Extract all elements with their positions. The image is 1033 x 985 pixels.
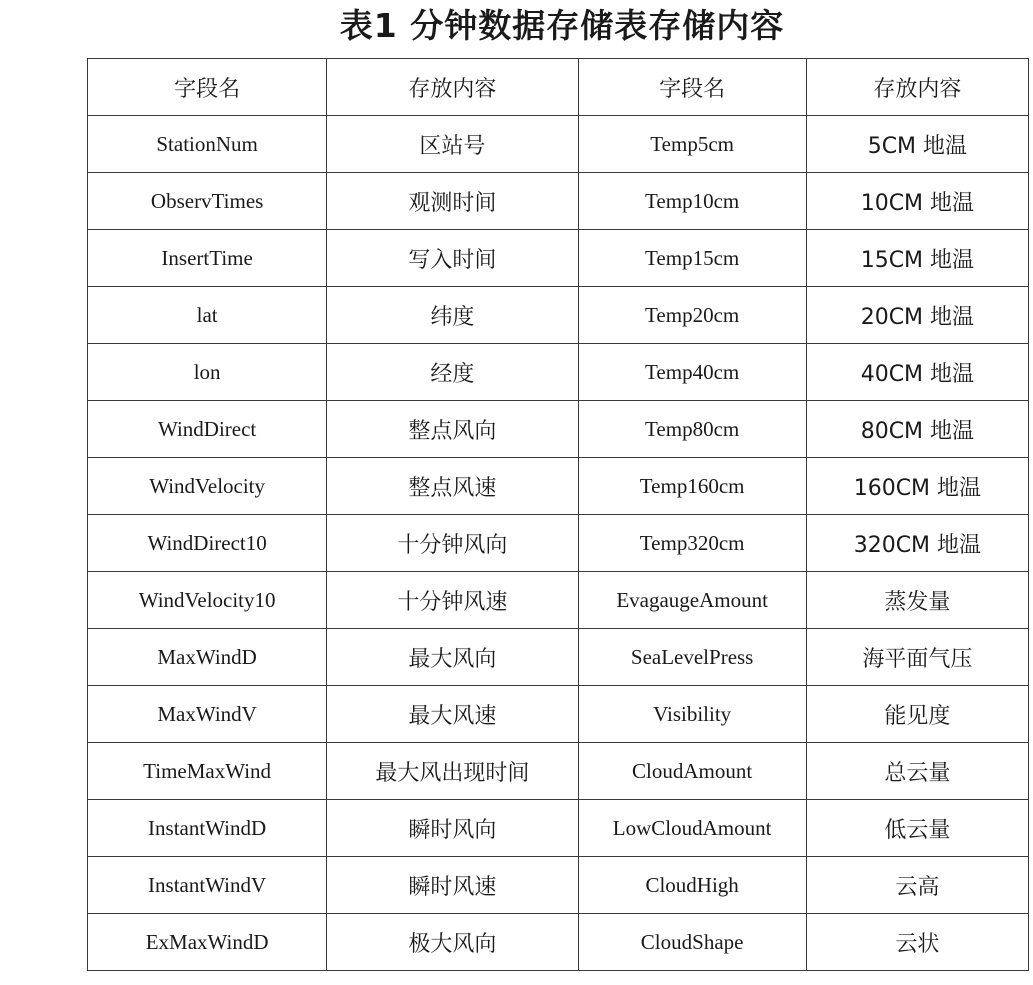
content-cell: 最大风向 [327,629,578,686]
field-name-cell: TimeMaxWind [88,743,327,800]
data-table-container [87,58,1029,985]
content-cell: 纬度 [327,287,578,344]
content-cell: 观测时间 [327,173,578,230]
content-cell: 瞬时风速 [327,857,578,914]
header-field-name-2: 字段名 [578,59,806,116]
content-cell: 低云量 [806,800,1028,857]
table-row [88,287,1029,344]
header-content-2: 存放内容 [806,59,1028,116]
content-cell: 十分钟风速 [327,572,578,629]
table-row [88,230,1029,287]
field-name-cell: SeaLevelPress [578,629,806,686]
table-row [88,116,1029,173]
field-name-cell: Temp40cm [578,344,806,401]
table-header-row [88,59,1029,116]
field-name-cell: WindVelocity [88,458,327,515]
field-name-cell: InstantWindD [88,800,327,857]
table-row [88,515,1029,572]
content-cell: 15CM 地温 [806,230,1028,287]
content-cell: 区站号 [327,116,578,173]
content-cell: 10CM 地温 [806,173,1028,230]
field-name-cell: Temp20cm [578,287,806,344]
content-cell: 写入时间 [327,230,578,287]
field-name-cell: Temp15cm [578,230,806,287]
content-cell: 最大风出现时间 [327,743,578,800]
table-title: 表1 分钟数据存储表存储内容 [339,6,785,45]
content-cell: 80CM 地温 [806,401,1028,458]
field-name-cell: Visibility [578,686,806,743]
field-name-cell: Temp160cm [578,458,806,515]
content-cell: 160CM 地温 [806,458,1028,515]
content-cell: 经度 [327,344,578,401]
content-cell: 最大风速 [327,686,578,743]
table-row [88,344,1029,401]
field-name-cell: CloudHigh [578,857,806,914]
field-name-cell: Temp5cm [578,116,806,173]
content-cell: 极大风向 [327,914,578,971]
field-name-cell: MaxWindD [88,629,327,686]
table-row [88,743,1029,800]
content-cell: 5CM 地温 [806,116,1028,173]
storage-content-table [87,58,1029,971]
content-cell: 瞬时风向 [327,800,578,857]
field-name-cell: lon [88,344,327,401]
field-name-cell: EvagaugeAmount [578,572,806,629]
table-row [88,458,1029,515]
field-name-cell: StationNum [88,116,327,173]
field-name-cell: Temp10cm [578,173,806,230]
content-cell: 总云量 [806,743,1028,800]
table-row [88,401,1029,458]
field-name-cell: WindDirect [88,401,327,458]
table-row [88,173,1029,230]
header-content-1: 存放内容 [327,59,578,116]
field-name-cell: LowCloudAmount [578,800,806,857]
content-cell: 320CM 地温 [806,515,1028,572]
field-name-cell: Temp80cm [578,401,806,458]
field-name-cell: MaxWindV [88,686,327,743]
field-name-cell: Temp320cm [578,515,806,572]
content-cell: 整点风向 [327,401,578,458]
table-row [88,800,1029,857]
content-cell: 能见度 [806,686,1028,743]
field-name-cell: WindDirect10 [88,515,327,572]
field-name-cell: CloudShape [578,914,806,971]
content-cell: 20CM 地温 [806,287,1028,344]
field-name-cell: InsertTime [88,230,327,287]
content-cell: 云高 [806,857,1028,914]
header-field-name-1: 字段名 [88,59,327,116]
field-name-cell: ObservTimes [88,173,327,230]
content-cell: 整点风速 [327,458,578,515]
field-name-cell: ExMaxWindD [88,914,327,971]
content-cell: 海平面气压 [806,629,1028,686]
table-row [88,629,1029,686]
table-row [88,857,1029,914]
table-row [88,914,1029,971]
field-name-cell: CloudAmount [578,743,806,800]
field-name-cell: WindVelocity10 [88,572,327,629]
content-cell: 云状 [806,914,1028,971]
field-name-cell: lat [88,287,327,344]
table-row [88,686,1029,743]
content-cell: 40CM 地温 [806,344,1028,401]
content-cell: 蒸发量 [806,572,1028,629]
field-name-cell: InstantWindV [88,857,327,914]
content-cell: 十分钟风向 [327,515,578,572]
table-row [88,572,1029,629]
